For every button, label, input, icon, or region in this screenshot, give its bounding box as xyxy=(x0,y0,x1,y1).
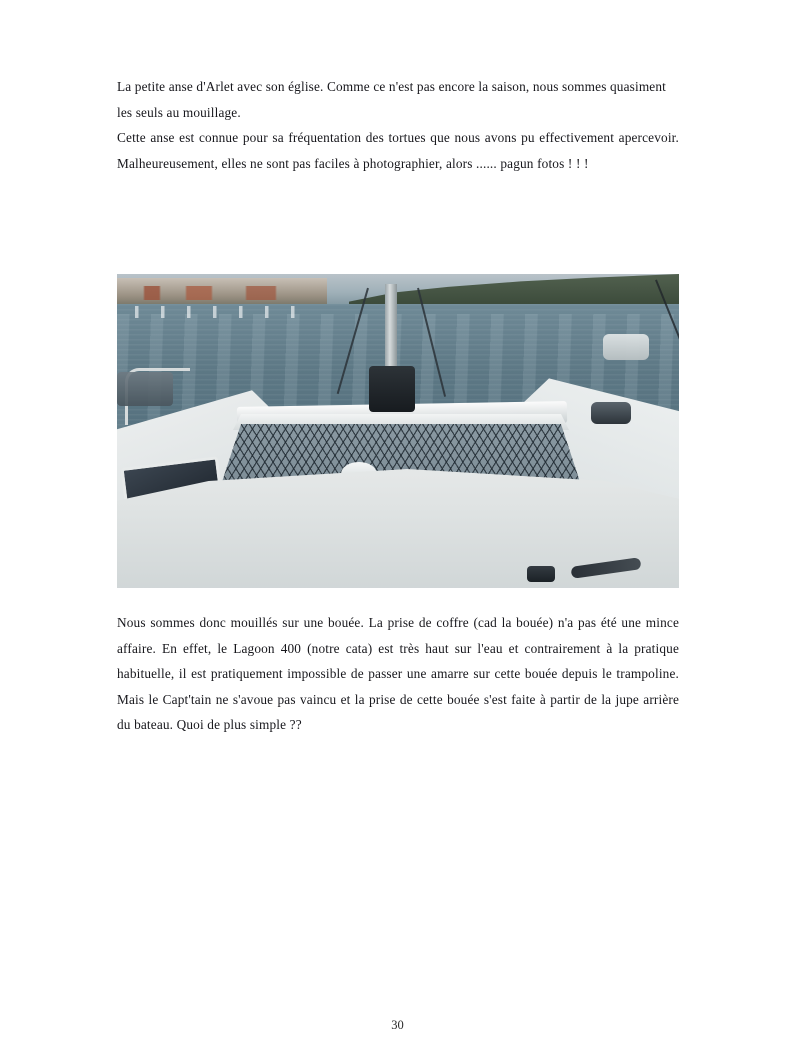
page-content xyxy=(117,74,679,738)
paragraph-intro: La petite anse d'Arlet avec son église. Comme ce n'est pas encore la saison, nous sommes quasiment les seuls au mouillage. xyxy=(117,79,667,120)
photo-distant-boats xyxy=(135,306,315,318)
page-number: 30 xyxy=(391,1018,404,1032)
photo-deck-fitting xyxy=(527,566,555,582)
photo-catamaran xyxy=(117,274,679,588)
photo-deck-seat xyxy=(117,372,173,406)
paragraph-mooring: Nous sommes donc mouillés sur une bouée. La prise de coffre (cad la bouée) n'a pas été une mince affaire. En effet, le Lagoon 400 (notre cata) est très haut sur l'eau et contrairement à la pratique habituelle, il est pratiquement impossible de passer une amarre sur cette bouée depuis le trampoline. Mais le Capt'tain ne s'avoue pas vaincu et la prise de cette bouée s'est faite à partir de la jupe arrière du bateau. Quoi de plus simple ?? xyxy=(117,615,679,732)
photo-winch xyxy=(591,402,631,424)
photo-dinghy xyxy=(603,334,649,360)
photo-mast-foot xyxy=(369,366,415,412)
photo-village-roofs xyxy=(125,286,325,300)
paragraph-turtles: Cette anse est connue pour sa fréquentation des tortues que nous avons pu effectivement apercevoir. Malheureusement, elles ne sont pas faciles à photographier, alors ...... pagun fotos ! ! ! xyxy=(117,130,679,171)
text-image-spacer xyxy=(117,176,679,274)
photo-canvas xyxy=(117,274,679,588)
